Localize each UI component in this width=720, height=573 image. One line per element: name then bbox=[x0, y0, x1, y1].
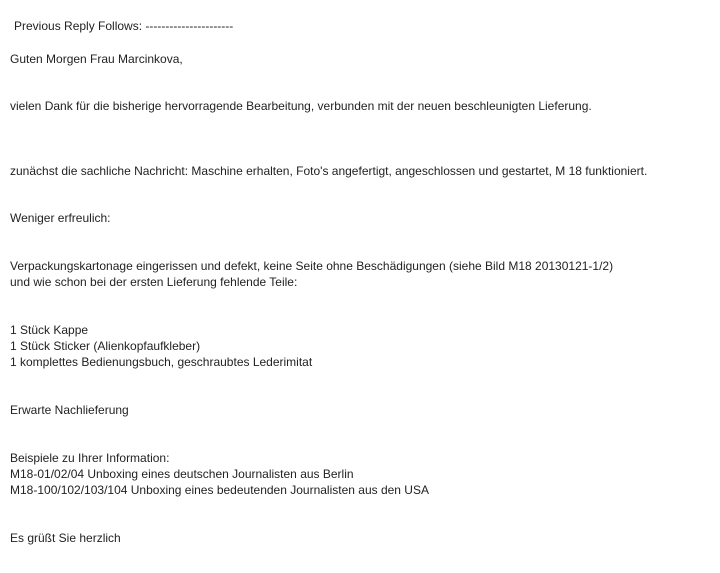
example-item: M18-01/02/04 Unboxing eines deutschen Journalisten aus Berlin bbox=[10, 467, 354, 481]
missing-item: 1 Stück Kappe bbox=[10, 323, 89, 337]
missing-item: 1 komplettes Bedienungsbuch, geschraubtes Lederimitat bbox=[10, 355, 313, 369]
closing-text: Es grüßt Sie herzlich bbox=[10, 531, 121, 545]
factual-news-paragraph: zunächst die sachliche Nachricht: Maschine erhalten, Foto's angefertigt, angeschlossen und gestartet, M 18 funktioniert. bbox=[10, 164, 648, 178]
expect-delivery-text: Erwarte Nachlieferung bbox=[10, 403, 129, 417]
less-pleasing-heading: Weniger erfreulich: bbox=[10, 211, 111, 225]
previous-reply-header: Previous Reply Follows: ---------------------- bbox=[14, 19, 234, 33]
thanks-paragraph: vielen Dank für die bisherige hervorragende Bearbeitung, verbunden mit der neuen beschleunigten Lieferung. bbox=[10, 99, 592, 113]
example-item: M18-100/102/103/104 Unboxing eines bedeutenden Journalisten aus den USA bbox=[10, 483, 429, 497]
missing-parts-intro-line: und wie schon bei der ersten Lieferung fehlende Teile: bbox=[10, 275, 298, 289]
greeting-text: Guten Morgen Frau Marcinkova, bbox=[10, 52, 183, 66]
packaging-damage-line: Verpackungskartonage eingerissen und defekt, keine Seite ohne Beschädigungen (siehe Bild M18 20130121-1/2) bbox=[10, 259, 614, 273]
missing-item: 1 Stück Sticker (Alienkopfaufkleber) bbox=[10, 339, 201, 353]
examples-heading: Beispiele zu Ihrer Information: bbox=[10, 451, 170, 465]
